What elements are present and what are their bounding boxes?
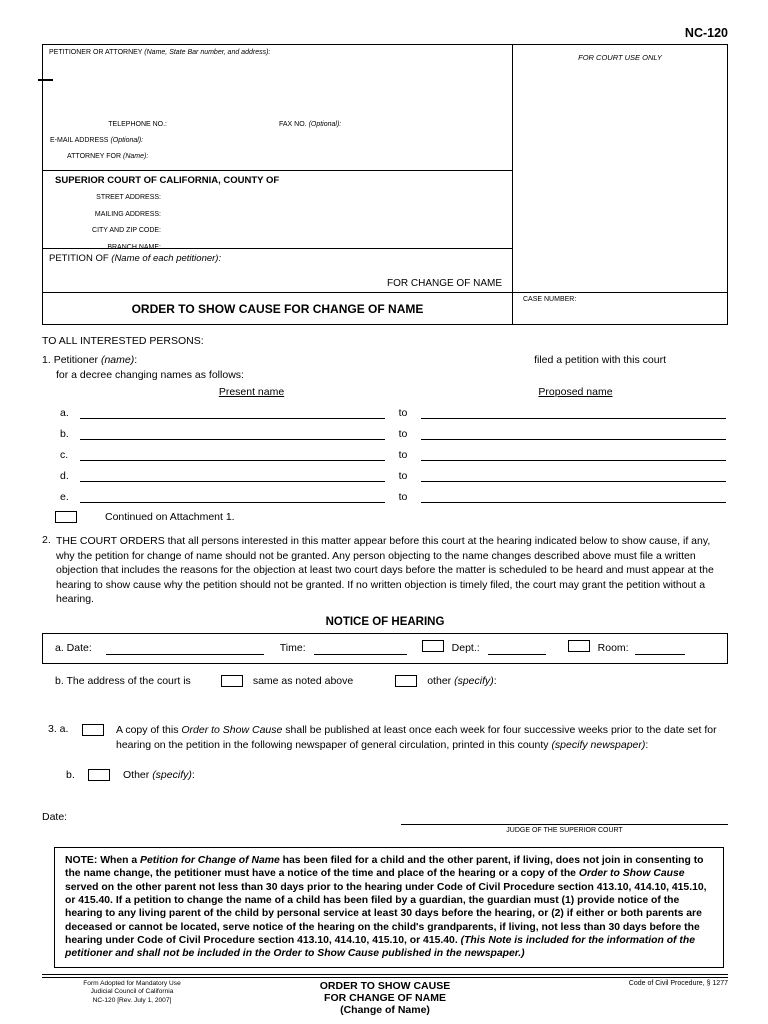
footer-title-line3: (Change of Name) xyxy=(340,1003,430,1016)
footer-left-line3: NC-120 [Rev. July 1, 2007] xyxy=(92,996,172,1004)
proposed-name-input-e[interactable] xyxy=(421,482,726,503)
branch-name-label: BRANCH NAME: xyxy=(107,243,161,251)
name-column-headers xyxy=(42,386,728,398)
form-title: ORDER TO SHOW CAUSE FOR CHANGE OF NAME xyxy=(43,292,513,324)
form-header-box xyxy=(42,44,728,325)
to-label: to xyxy=(398,428,408,440)
city-zip-label: CITY AND ZIP CODE: xyxy=(92,227,161,234)
row-letter: a. xyxy=(60,407,69,419)
fax-label: FAX NO. (Optional): xyxy=(279,121,342,128)
filed-petition-text: filed a petition with this court xyxy=(534,354,666,366)
present-name-input-c[interactable] xyxy=(80,440,385,461)
signature-block xyxy=(401,811,728,834)
row-letter: d. xyxy=(60,470,69,482)
court-use-only-label: FOR COURT USE ONLY xyxy=(578,53,662,62)
footer-left-line1: Form Adopted for Mandatory Use xyxy=(83,979,181,987)
to-label: to xyxy=(398,449,408,461)
note-box: NOTE: When a Petition for Change of Name has been filed for a child and the other parent, if living, does not join in consenting to the name change, the petitioner must have a notice of the time and place of the hearing or a copy of the Order to Show Cause served on the other parent not less than 30 days prior to the hearing under Code of Civil Procedure section 413.10, 414.10, 415.10, or 415.40. If a petition to change the name of a child has been filed by a guardian, the guardian must (1) provide notice of the hearing to any living parent of the child by personal service at least 30 days before the hearing, or (2) if either or both parents are deceased or cannot be located, serve notice of the hearing on the child's grandparents, if living, not less than 30 days before the hearing under Code of Civil Procedure section 413.10, 414.10, 415.10, or 415.40. (This Note is included for the information of the petitioner and shall not be included in the Order to Show Cause published in the newspaper.) xyxy=(54,847,724,967)
room-checkbox[interactable] xyxy=(568,640,590,652)
to-all-heading: TO ALL INTERESTED PERSONS: xyxy=(42,335,204,347)
row-letter: e. xyxy=(60,491,69,503)
dept-input[interactable] xyxy=(488,642,546,655)
form-content xyxy=(42,26,728,1016)
footer-code-reference: Code of Civil Procedure, § 1277 xyxy=(628,979,728,987)
footer-left-line2: Judicial Council of California xyxy=(90,988,174,996)
hearing-date-label: a. Date: xyxy=(55,642,92,655)
decree-text: for a decree changing names as follows: xyxy=(56,369,244,381)
other-address-label: other (specify): xyxy=(427,675,497,688)
dept-checkbox[interactable] xyxy=(422,640,444,652)
publication-checkbox[interactable] xyxy=(82,724,104,736)
footer-left xyxy=(42,980,222,1006)
for-change-of-name-label: FOR CHANGE OF NAME xyxy=(386,278,502,289)
street-address-label: STREET ADDRESS: xyxy=(96,194,161,201)
to-label: to xyxy=(398,407,408,419)
to-label: to xyxy=(398,470,408,482)
room-input[interactable] xyxy=(635,642,685,655)
court-address-box xyxy=(43,170,513,251)
name-row-b xyxy=(42,419,728,440)
proposed-name-input-b[interactable] xyxy=(421,419,726,440)
same-address-label: same as noted above xyxy=(252,675,354,688)
name-row-c xyxy=(42,440,728,461)
judge-caption: JUDGE OF THE SUPERIOR COURT xyxy=(506,827,623,835)
item3a xyxy=(42,723,728,752)
attachment-checkbox[interactable] xyxy=(55,511,77,523)
case-number-label: CASE NUMBER: xyxy=(523,296,577,303)
proposed-name-input-a[interactable] xyxy=(421,398,726,419)
footer-title-line2: FOR CHANGE OF NAME xyxy=(324,991,446,1004)
other-order-checkbox[interactable] xyxy=(88,769,110,781)
telephone-label: TELEPHONE NO.: xyxy=(108,121,167,128)
case-number-box[interactable] xyxy=(513,292,727,324)
item3a-number: 3. a. xyxy=(48,722,69,735)
present-name-input-b[interactable] xyxy=(80,419,385,440)
name-row-a xyxy=(42,398,728,419)
petition-of-box xyxy=(43,248,513,292)
attorney-label: PETITIONER OR ATTORNEY (Name, State Bar number, and address): xyxy=(49,49,271,56)
notice-of-hearing-title: NOTICE OF HEARING xyxy=(325,615,445,628)
court-address-row xyxy=(42,674,728,689)
address-b-label: b. The address of the court is xyxy=(55,675,191,688)
footer-title-line1: ORDER TO SHOW CAUSE xyxy=(319,979,451,992)
item2-text: THE COURT ORDERS that all persons interested in this matter appear before this court at the hearing indicated below to show cause, if any, why the petition for change of name should not be granted. Any person objecting to the name changes described above must file a written objection that includes the reasons for the objection at least two court days before the matter is scheduled to be heard and must appear at the hearing to show cause why the petition should not be granted. If no written objection is timely filed, the court may grant the petition without a hearing. xyxy=(56,535,714,606)
form-number: NC-120 xyxy=(684,26,728,40)
item2 xyxy=(42,534,728,607)
attachment-label: Continued on Attachment 1. xyxy=(105,511,235,523)
court-name: SUPERIOR COURT OF CALIFORNIA, COUNTY OF xyxy=(55,175,280,186)
hearing-time-input[interactable] xyxy=(314,642,407,655)
present-name-header: Present name xyxy=(218,386,285,398)
item1-petitioner-label: Petitioner (name): xyxy=(53,354,138,366)
mailing-address-label: MAILING ADDRESS: xyxy=(94,210,161,218)
other-address-checkbox[interactable] xyxy=(395,675,417,687)
row-letter: c. xyxy=(60,449,69,461)
proposed-name-input-c[interactable] xyxy=(421,440,726,461)
proposed-name-input-d[interactable] xyxy=(421,461,726,482)
present-name-input-d[interactable] xyxy=(80,461,385,482)
footer xyxy=(42,980,728,1016)
footer-separator xyxy=(42,974,728,978)
proposed-name-header: Proposed name xyxy=(538,386,613,398)
hearing-time-label: Time: xyxy=(279,642,306,655)
hearing-box xyxy=(42,633,728,664)
petition-of-label: PETITION OF (Name of each petitioner): xyxy=(49,253,222,264)
room-label: Room: xyxy=(597,642,629,655)
same-address-checkbox[interactable] xyxy=(221,675,243,687)
to-label: to xyxy=(398,491,408,503)
row-letter: b. xyxy=(60,428,69,440)
judge-signature-line[interactable] xyxy=(401,811,728,825)
item1-number: 1. xyxy=(42,354,51,366)
item1-row xyxy=(42,354,728,366)
name-row-e xyxy=(42,482,728,503)
present-name-input-e[interactable] xyxy=(80,482,385,503)
court-use-only-box xyxy=(513,45,727,292)
present-name-input-a[interactable] xyxy=(80,398,385,419)
name-row-d xyxy=(42,461,728,482)
footer-title xyxy=(222,980,548,1016)
item3b xyxy=(42,769,728,781)
hearing-date-input[interactable] xyxy=(106,642,264,655)
attorney-contact-block xyxy=(49,117,506,165)
attorney-for-label: ATTORNEY FOR (Name): xyxy=(67,153,149,160)
attorney-info-box xyxy=(43,45,513,170)
dept-label: Dept.: xyxy=(451,642,480,655)
item3a-text: A copy of this Order to Show Cause shall be published at least once each week for four successive weeks prior to the date set for hearing on the petition in the following newspaper of general circulation, printed in this county (specify newspaper): xyxy=(116,723,717,751)
attachment-row xyxy=(42,509,728,525)
email-label: E-MAIL ADDRESS (Optional): xyxy=(50,137,144,144)
item3b-letter: b. xyxy=(66,769,75,782)
item2-number: 2. xyxy=(42,534,51,546)
date-label: Date: xyxy=(42,811,68,824)
date-signature-row xyxy=(42,811,728,834)
item3b-label: Other (specify): xyxy=(123,769,195,782)
